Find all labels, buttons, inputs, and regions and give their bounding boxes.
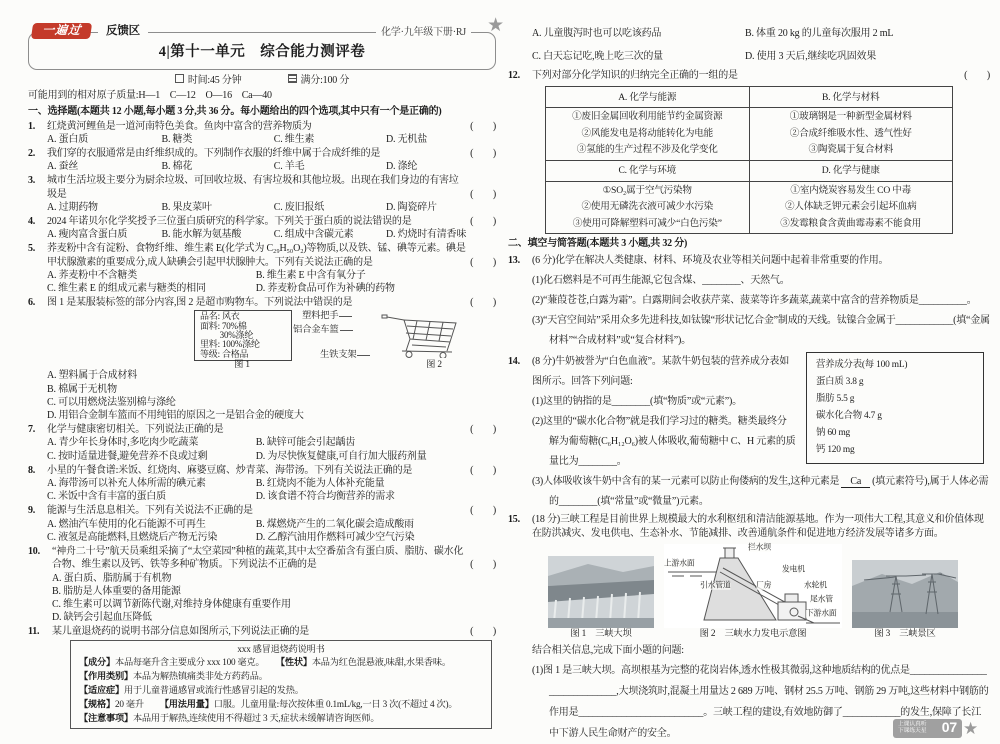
option-a: A. 蛋白质、脂肪属于有机物 <box>52 572 172 584</box>
option-b: B. 能水解为氨基酸 <box>161 229 242 241</box>
question-number: 8. <box>28 464 36 476</box>
book-label: 化学·九年级下册·RJ <box>376 26 471 39</box>
question-number: 6. <box>28 297 36 309</box>
option-b: B. 棉花 <box>161 161 193 173</box>
medicine-line: 【注意事项】本品用于解热,连续使用不得超过 3 天,症状未缓解请咨询医师。 <box>79 712 380 723</box>
question-intro: (8 分)牛奶被誉为“白色血液”。某款牛奶包装的营养成分表如图所示。回答下列问题: <box>532 356 790 388</box>
question-3 <box>28 174 496 214</box>
leader-line <box>339 316 352 317</box>
table-cell-b: ①玻璃钢是一种新型金属材料 ②合成纤维吸水性、透气性好 ③陶瓷属于复合材料 <box>749 108 953 161</box>
question-number: 7. <box>28 424 36 436</box>
question-number: 3. <box>28 175 36 187</box>
cart-callout-basket: 铝合金车篮 <box>293 325 353 335</box>
left-column <box>28 15 504 744</box>
question-4 <box>28 215 496 241</box>
question-11 <box>28 625 496 729</box>
figure2-caption: 图 2 <box>426 360 442 371</box>
nutrition-row: 蛋白质 3.8 g <box>816 377 864 388</box>
nutrition-row: 钙 120 mg <box>816 445 855 456</box>
option-d: D. 乙醇汽油用作燃料可减少空气污染 <box>255 531 415 543</box>
question-stem: “神舟二十号”航天员乘组采摘了“太空菜园”种植的蔬菜,其中太空番茄含有蛋白质、脂肪、碳水化合物、维生素以及钙、铁等多种矿物质。下列说法不正确的是 <box>52 546 464 571</box>
question-1 <box>28 120 496 146</box>
option-d: D. 灼烧时有清香味 <box>385 229 467 241</box>
option-c: C. 维生素可以调节新陈代谢,对维持身体健康有重要作用 <box>52 598 291 610</box>
sub-question-2: (2)“蒹葭苍苍,白露为霜”。白露期间会收获芹菜、菠菜等许多蔬菜,蔬菜中富含的营养物质是__________。 <box>532 295 977 307</box>
question-15 <box>508 513 990 744</box>
clothing-label <box>194 310 292 360</box>
option-c: C. 白天忘记吃,晚上吃三次的量 <box>532 51 663 62</box>
option-d: D. 用铝合金制车篮而不用纯铝的原因之一是铝合金的硬度大 <box>47 410 304 422</box>
fig2-label-penstock: 引水管道 <box>700 581 731 590</box>
option-c: C. 维生素 E 的组成元素与糖类的相同 <box>47 283 206 295</box>
leader-line <box>340 330 353 331</box>
answer-bracket: ( ) <box>470 559 496 571</box>
option-b: B. 脂肪是人体重要的备用能源 <box>52 585 181 597</box>
feedback-zone-label: 反馈区 <box>98 25 148 38</box>
medicine-box-title: xxx 感冒退烧药说明书 <box>237 643 325 654</box>
fig2-label-downstream: 下游水面 <box>806 609 837 618</box>
figure-caption: 图 2 三峡水力发电示意图 <box>699 628 807 639</box>
question-9 <box>28 504 496 544</box>
q15-figures <box>548 544 990 641</box>
fig2-label-dam: 拦水坝 <box>748 543 771 552</box>
dam-photo-image <box>548 556 654 628</box>
question-13 <box>508 251 990 351</box>
table-header-a: A. 化学与能源 <box>546 87 750 108</box>
option-c: C. 可以用燃烧法鉴别棉与涤纶 <box>47 396 176 408</box>
answer-bracket: ( ) <box>470 424 496 436</box>
answer-bracket: ( ) <box>470 256 496 268</box>
sub-question-1: (1)化石燃料是不可再生能源,它包含煤、________、天然气。 <box>532 275 790 287</box>
question-stem: 红烧黄河鲤鱼是一道河南特色美食。鱼肉中富含的营养物质为 <box>47 120 312 132</box>
medicine-line: 【作用类别】本品为解热镇痛类非处方药药品。 <box>79 671 268 682</box>
question-number: 2. <box>28 148 36 160</box>
nutrition-facts-box <box>806 352 984 464</box>
answer-bracket: ( ) <box>964 70 990 81</box>
question-number: 12. <box>508 70 520 81</box>
q6-figure <box>28 310 496 371</box>
question-10 <box>28 545 496 624</box>
label-line: 面料: 70%棉 <box>200 320 247 331</box>
option-c: C. 按时适量进餐,避免营养不良或过剩 <box>47 450 208 462</box>
question-number: 9. <box>28 505 36 517</box>
question-stem: 下列对部分化学知识的归纳完全正确的一组的是 <box>532 70 738 81</box>
section1-heading: 一、选择题(本题共 12 小题,每小题 3 分,共 36 分。每小题给出的四个选项,其中只有一个是正确的) <box>28 106 442 118</box>
label-line: 30%涤纶 <box>200 330 254 341</box>
question-number: 13. <box>508 255 520 267</box>
question-stem: 我们穿的衣服通常是由纤维织成的。下列制作衣服的纤维中属于合成纤维的是 <box>47 148 381 160</box>
option-d: D. 无机盐 <box>385 133 428 145</box>
score-text: 满分:100 分 <box>300 75 350 86</box>
option-c: C. 组成中含碳元素 <box>273 229 354 241</box>
question-6 <box>28 296 496 422</box>
medicine-line: 【规格】20 毫升 【用法用量】口服。儿童用量:每次按体重 0.1mL/kg,一日 3 次(不超过 4 次)。 <box>79 698 458 709</box>
question-8 <box>28 464 496 504</box>
page-footer-badge <box>893 719 978 738</box>
option-a: A. 海带汤可以补充人体所需的碘元素 <box>47 478 206 490</box>
label-line: 等级: 合格品 <box>200 348 249 359</box>
option-d: D. 使用 3 天后,继续吃巩固效果 <box>744 51 877 62</box>
knowledge-table <box>545 86 953 234</box>
score-icon <box>288 74 297 83</box>
question-number: 11. <box>28 626 40 638</box>
answer-bracket: ( ) <box>470 216 496 228</box>
option-b: B. 棉属于无机物 <box>47 383 117 395</box>
medicine-line: 【成分】本品每毫升含主要成分 xxx 100 毫克。 【性状】本品为红色混悬液,味甜,水果香味。 <box>79 657 451 668</box>
option-d: D. 该食谱不符合均衡营养的需求 <box>255 491 395 503</box>
paper-title: 4|第十一单元 综合能力测评卷 <box>158 44 366 60</box>
brand-logo: 一遍过 <box>31 23 92 39</box>
option-a: A. 瘦肉富含蛋白质 <box>47 229 128 241</box>
hydro-diagram-image <box>664 544 842 628</box>
slogan <box>898 721 938 735</box>
option-a: A. 塑料属于合成材料 <box>47 370 138 382</box>
figure-caption: 图 3 三峡景区 <box>874 628 936 639</box>
sub-question-1: (1)图 1 是三峡大坝。高坝根基为完整的花岗岩体,透水性极其微弱,这种地质结构的优点是______________________________,大坝浇筑时,混凝土用量达 2 689 万吨、钢材 25.5 万吨、钢筋 29 万吨,这些材料中钢筋的作用是__________________________。三峡工程的建设,有效地防御了____________的发生,保障了长江中下游人民生命财产的安全。 <box>532 665 989 740</box>
brand-row <box>32 22 496 41</box>
answer-bracket: ( ) <box>470 626 496 638</box>
page-badge-box <box>893 719 962 738</box>
nutrition-row: 脂肪 5.5 g <box>816 394 855 405</box>
answer-bracket: ( ) <box>470 120 496 132</box>
atomic-mass-note: 可能用到的相对原子质量:H—1 C—12 O—16 Ca—40 <box>28 90 272 102</box>
sub-question-1: (1)这里的钠指的是________(填“物质”或“元素”)。 <box>532 396 742 408</box>
table-cell-a: ①废旧金属回收利用能节约金属资源 ②风能发电是将动能转化为电能 ③氢能的生产过程不涉及化学变化 <box>546 108 750 161</box>
slogan-line-2: 下课练天星 <box>897 727 927 734</box>
table-cell-d: ①室内烧炭容易发生 CO 中毒 ②人体缺乏钾元素会引起坏血病 ③发霉粮食含黄曲霉毒素不能食用 <box>749 181 953 234</box>
option-a: A. 蛋白质 <box>47 133 89 145</box>
star-mascot-icon: ★ <box>487 15 504 36</box>
question-number: 15. <box>508 514 520 526</box>
figure1-caption: 图 1 <box>234 360 250 371</box>
time-limit <box>175 74 242 87</box>
answer-bracket: ( ) <box>470 297 496 309</box>
question-intro: (6 分)化学在解决人类健康、材料、环境及农业等相关问题中起着非常重要的作用。 <box>532 255 889 267</box>
scenic-photo-image <box>852 560 958 628</box>
sub-question-2: (2)这里的“碳水化合物”就是我们学习过的糖类。糖类最终分解为葡萄糖(C₆H₁₂O₆)被人体吸收,葡萄糖中 C、H 元素的质量比为________。 <box>532 416 796 468</box>
question-intro: (18 分)三峡工程是目前世界上规模最大的水利枢纽和清洁能源基地。作为一项伟大工程,其意义和价值体现在防洪减灾、发电供电、生态补水、节能减排、改善通航条件和促进地方经济发展等诸多方面。 <box>532 514 984 539</box>
fig2-label-upstream: 上游水面 <box>664 559 695 568</box>
q15-lead: 结合相关信息,完成下面小题的问题: <box>532 645 684 657</box>
option-c: C. 废旧报纸 <box>273 201 325 213</box>
option-a: A. 荞麦粉中不含糖类 <box>47 269 138 281</box>
sub-question-3: (3)人体吸收该牛奶中含有的某一元素可以防止佝偻病的发生,这种元素是 Ca (填元素符号),属于人体必需的________(填“常量”或“微量”)元素。 <box>532 476 989 508</box>
time-text: 时间:45 分钟 <box>187 75 242 86</box>
full-score <box>288 74 350 87</box>
question-stem: 小星的午餐食谱:米饭、红烧肉、麻婆豆腐、炒青菜、海带汤。下列有关说法正确的是 <box>47 464 413 476</box>
medicine-instructions-box <box>70 640 492 730</box>
cart-callout-handle: 塑料把手 <box>302 311 352 321</box>
figure-caption: 图 1 三峡大坝 <box>570 628 632 639</box>
section2-heading: 二、填空与简答题(本题共 3 小题,共 32 分) <box>508 238 688 250</box>
option-c: C. 米饭中含有丰富的蛋白质 <box>47 491 166 503</box>
fig2-label-turbine: 水轮机 <box>804 581 827 590</box>
figure-hydro-diagram <box>664 544 842 641</box>
option-d: D. 为尽快恢复健康,可自行加大服药剂量 <box>255 450 427 462</box>
question-stem: 化学与健康密切相关。下列说法正确的是 <box>47 424 224 436</box>
answer-bracket: ( ) <box>470 505 496 517</box>
table-header-d: D. 化学与健康 <box>749 160 953 181</box>
answer-bracket: ( ) <box>470 464 496 476</box>
cart-callout-frame: 生铁支架 <box>320 350 370 360</box>
nutrition-row: 钠 60 mg <box>816 428 851 439</box>
question-7 <box>28 423 496 463</box>
question-11-options <box>532 22 990 68</box>
question-number: 14. <box>508 356 520 368</box>
right-column <box>508 22 990 744</box>
question-stem: 荞麦粉中含有淀粉、食物纤维、维生素 E(化学式为 C₂₉H₅₀O₂)等物质,以及铁、锰、碘等元素。碘是甲状腺激素的重要成分,成人缺碘会引起甲状腺肿大。下列有关说法正确的是 <box>47 243 466 268</box>
time-icon <box>175 74 184 83</box>
option-a: A. 蚕丝 <box>47 161 79 173</box>
option-b: B. 糖类 <box>161 133 193 145</box>
prefilled-answer: Ca <box>841 476 870 488</box>
option-b: B. 缺锌可能会引起龋齿 <box>255 437 356 449</box>
option-a: A. 燃油汽车使用的化石能源不可再生 <box>47 518 206 530</box>
badge-star-icon: ★ <box>962 718 978 738</box>
fig2-label-powerhouse: 厂房 <box>756 581 772 590</box>
option-c: C. 羊毛 <box>273 161 305 173</box>
option-d: D. 缺钙会引起血压降低 <box>52 612 152 624</box>
nutrition-title: 营养成分表(每 100 mL) <box>816 360 908 371</box>
question-stem: 图 1 是某服装标签的部分内容,图 2 是超市购物车。下列说法中错误的是 <box>47 297 353 309</box>
nutrition-row: 碳水化合物 4.7 g <box>816 411 882 422</box>
question-2 <box>28 147 496 173</box>
table-header-c: C. 化学与环境 <box>546 160 750 181</box>
shopping-cart-image <box>380 310 490 358</box>
question-stem: 城市生活垃圾主要分为厨余垃圾、可回收垃圾、有害垃圾和其他垃圾。出现在我们身边的有害垃圾是 <box>47 175 459 200</box>
option-b: B. 果皮菜叶 <box>161 201 212 213</box>
question-number: 1. <box>28 120 36 132</box>
figure-dam-photo <box>548 556 654 641</box>
sub-question-3: (3)“天宫空间站”采用众多先进科技,如钛镍“形状记忆合金”制成的天线。钛镍合金属于____________(填“金属材料”“合成材料”或“复合材料”)。 <box>532 315 990 347</box>
fig2-label-tailrace: 尾水管 <box>810 595 833 604</box>
answer-bracket: ( ) <box>470 148 496 160</box>
option-d: D. 陶瓷碎片 <box>385 201 437 213</box>
question-number: 4. <box>28 216 36 228</box>
fig2-label-generator: 发电机 <box>782 565 805 574</box>
table-header-b: B. 化学与材料 <box>749 87 953 108</box>
option-b: B. 体重 20 kg 的儿童每次服用 2 mL <box>744 28 894 39</box>
masthead <box>28 15 504 102</box>
question-number: 5. <box>28 243 36 255</box>
option-a: A. 过期药物 <box>47 201 98 213</box>
question-stem: 2024 年诺贝尔化学奖授予三位蛋白质研究的科学家。下列关于蛋白质的说法错误的是 <box>47 216 412 228</box>
option-b: B. 维生素 E 中含有氧分子 <box>255 269 366 281</box>
answer-bracket: ( ) <box>470 188 496 200</box>
slogan-line-1: 上课认真听 <box>897 721 927 728</box>
label-line: 里料: 100%涤纶 <box>200 339 260 350</box>
question-stem: 能源与生活息息相关。下列有关说法不正确的是 <box>47 505 253 517</box>
leader-line <box>357 355 370 356</box>
question-number: 10. <box>28 546 40 558</box>
table-cell-c: ①SO₂属于空气污染物 ②使用无磷洗衣液可减少水污染 ③使用可降解塑料可减少“白色污染” <box>546 181 750 234</box>
option-c: C. 维生素 <box>273 133 315 145</box>
question-12 <box>508 69 990 234</box>
option-d: D. 荞麦粉食品可作为补碘的药物 <box>255 283 395 295</box>
question-stem: 某儿童退烧药的说明书部分信息如图所示,下列说法正确的是 <box>52 626 310 638</box>
option-d: D. 涤纶 <box>385 161 418 173</box>
exam-meta <box>28 74 496 87</box>
option-c: C. 液氢是高能燃料,且燃烧后产物无污染 <box>47 531 218 543</box>
option-b: B. 红烧肉不能为人体补充能量 <box>255 478 385 490</box>
option-a: A. 青少年长身体时,多吃肉少吃蔬菜 <box>47 437 199 449</box>
label-line: 品名: 风衣 <box>200 311 240 322</box>
option-a: A. 儿童腹泻时也可以吃该药品 <box>532 28 662 39</box>
page-number: 07 <box>941 719 957 736</box>
option-b: B. 煤燃烧产生的二氧化碳会造成酸雨 <box>255 518 414 530</box>
medicine-line: 【适应症】用于儿童普通感冒或流行性感冒引起的发热。 <box>79 684 304 695</box>
question-14 <box>508 352 990 512</box>
question-5 <box>28 242 496 295</box>
figure-scenic-photo <box>852 560 958 641</box>
